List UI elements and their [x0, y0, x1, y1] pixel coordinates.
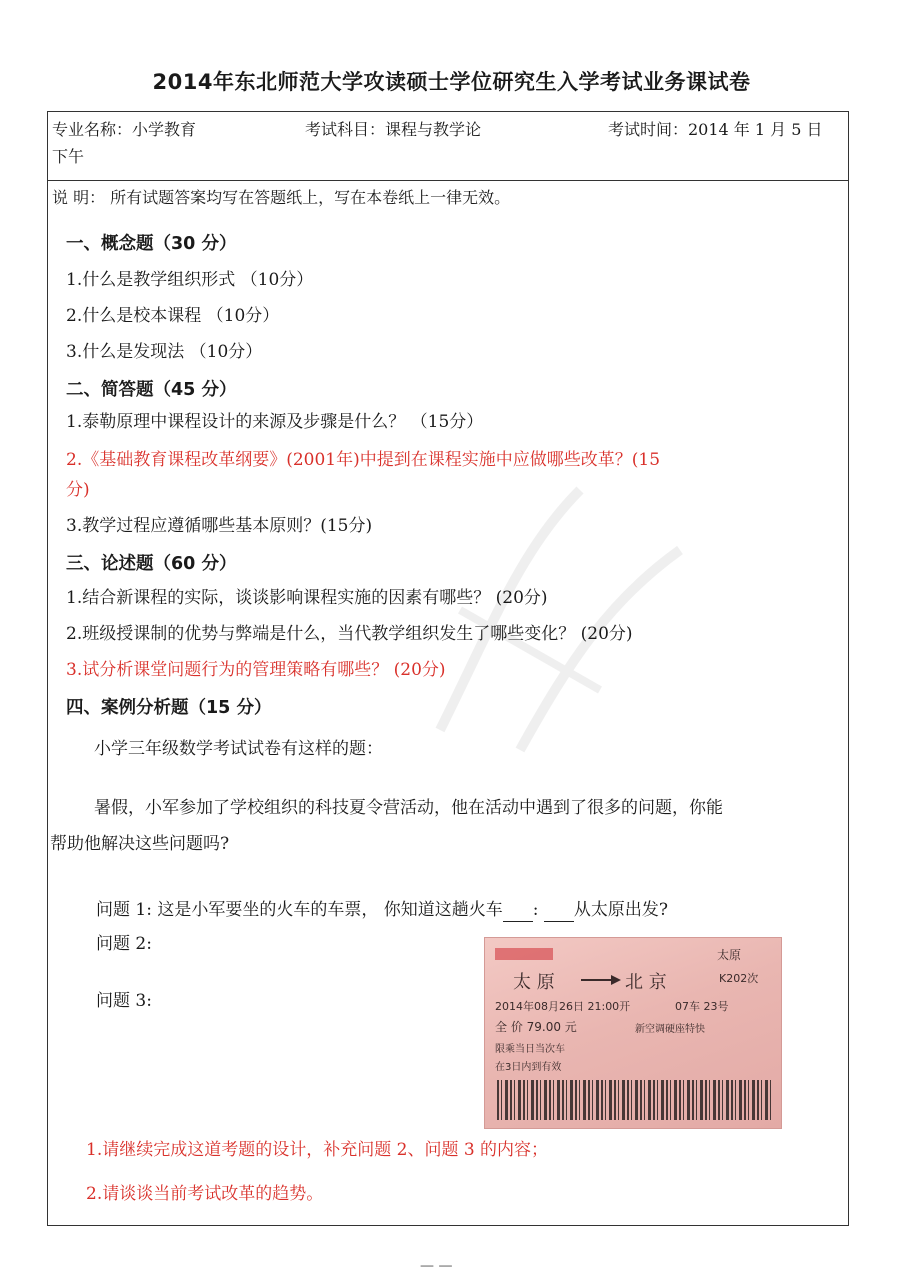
answer-blank-1 [503, 899, 533, 922]
page-footer-mark: — — [420, 1258, 453, 1274]
header-divider [47, 180, 849, 181]
ticket-barcode [497, 1080, 771, 1120]
blank-separator: : [532, 900, 544, 920]
problem-1-suffix: 从太原出发? [573, 900, 669, 920]
task-1: 1.请继续完成这道考题的设计，补充问题 2、问题 3 的内容； [86, 1140, 549, 1160]
subject-label: 考试科目：课程与教学论 [305, 120, 482, 139]
ticket-note-1: 限乘当日当次车 [495, 1044, 565, 1055]
ticket-arrow-icon [581, 974, 621, 986]
section-1-question-3: 3.什么是发现法 （10分） [66, 342, 263, 362]
problem-2: 问题 2: [96, 934, 152, 954]
exam-time-label: 考试时间：2014 年 1 月 5 日 [608, 120, 823, 139]
task-2: 2.请谈谈当前考试改革的趋势。 [86, 1184, 324, 1204]
case-paragraph-line-1: 暑假，小军参加了学校组织的科技夏令营活动，他在活动中遇到了很多的问题，你能 [94, 798, 723, 818]
section-2-question-3: 3.教学过程应遵循哪些基本原则？(15分) [66, 516, 373, 536]
section-3-heading: 三、论述题（60 分） [66, 554, 237, 574]
ticket-from-station: 太 原 [513, 972, 555, 993]
section-2-question-2-line-1: 2.《基础教育课程改革纲要》(2001年)中提到在课程实施中应做哪些改革？(15 [66, 450, 661, 470]
page-title: 2014年东北师范大学攻读硕士学位研究生入学考试业务课试卷 [152, 70, 751, 94]
major-label: 专业名称：小学教育 [52, 120, 197, 139]
train-ticket-image [484, 937, 782, 1129]
section-1-question-2: 2.什么是校本课程 （10分） [66, 306, 280, 326]
ticket-note-2: 在3日内到有效 [495, 1062, 562, 1073]
section-3-question-1: 1.结合新课程的实际，谈谈影响课程实施的因素有哪些？ (20分) [66, 588, 548, 608]
section-3-question-3: 3.试分析课堂问题行为的管理策略有哪些？ (20分) [66, 660, 446, 680]
ticket-to-station: 北 京 [625, 972, 667, 993]
ticket-stamp [495, 948, 553, 960]
ticket-station-top: 太原 [717, 948, 742, 962]
problem-3: 问题 3: [96, 991, 152, 1011]
section-2-question-2-line-2: 分) [66, 480, 90, 500]
case-intro: 小学三年级数学考试试卷有这样的题： [94, 739, 383, 759]
problem-1 [96, 899, 668, 922]
instructions-note: 说 明： 所有试题答案均写在答题纸上，写在本卷纸上一律无效。 [52, 188, 511, 207]
section-1-heading: 一、概念题（30 分） [66, 234, 237, 254]
answer-blank-2 [544, 899, 574, 922]
case-paragraph-line-2: 帮助他解决这些问题吗? [50, 834, 230, 854]
ticket-seat: 07车 23号 [675, 1000, 729, 1013]
section-2-question-1: 1.泰勒原理中课程设计的来源及步骤是什么？ （15分） [66, 412, 484, 432]
section-1-question-1: 1.什么是教学组织形式 （10分） [66, 270, 314, 290]
ticket-train-number: K202次 [719, 972, 759, 985]
section-4-heading: 四、案例分析题（15 分） [66, 698, 272, 718]
ticket-seat-type: 新空调硬座特快 [635, 1024, 705, 1035]
ticket-price: 全 价 79.00 元 [495, 1020, 577, 1034]
exam-time-continued: 下午 [52, 147, 85, 166]
section-2-heading: 二、简答题（45 分） [66, 380, 237, 400]
ticket-date: 2014年08月26日 21:00开 [495, 1000, 631, 1013]
section-3-question-2: 2.班级授课制的优势与弊端是什么，当代教学组织发生了哪些变化？ (20分) [66, 624, 633, 644]
problem-1-text: 问题 1: 这是小军要坐的火车的车票， 你知道这趟火车 [96, 900, 503, 920]
